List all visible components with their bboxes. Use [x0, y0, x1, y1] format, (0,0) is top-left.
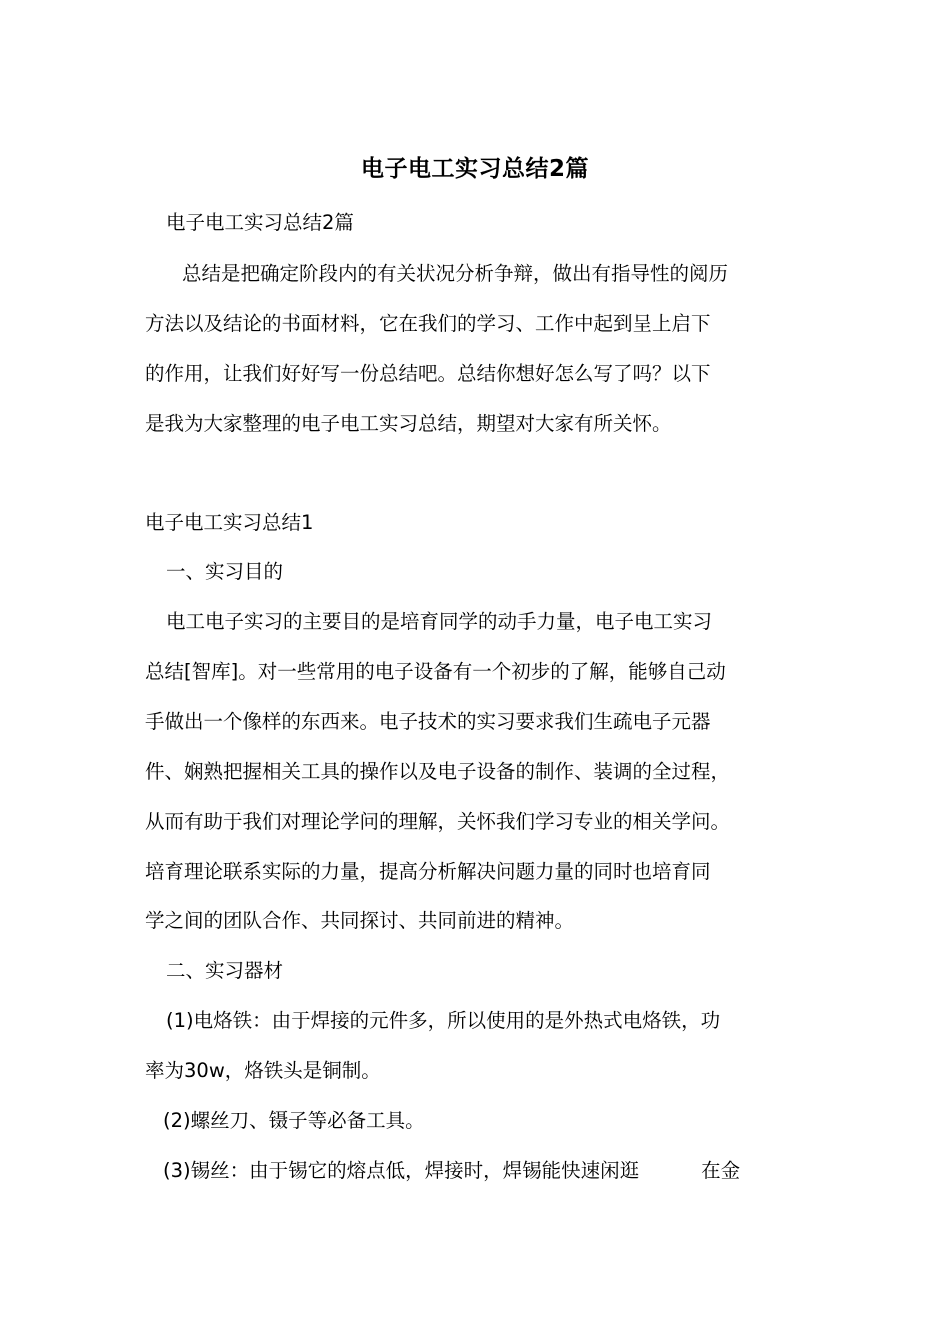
- section-title: 电子电工实习总结1: [145, 511, 314, 534]
- purpose-line-4: 件、娴熟把握相关工具的操作以及电子设备的制作、装调的全过程，: [145, 760, 731, 783]
- equipment-line-4: (3)锡丝：由于锡它的熔点低，焊接时，焊锡能快速闲逛 在金: [163, 1159, 741, 1182]
- purpose-line-6: 培育理论联系实际的力量，提高分析解决问题力量的同时也培育同: [145, 860, 711, 883]
- intro-line-2: 方法以及结论的书面材料，它在我们的学习、工作中起到呈上启下: [145, 312, 711, 335]
- equipment-line-1: (1)电烙铁：由于焊接的元件多，所以使用的是外热式电烙铁，功: [166, 1009, 721, 1032]
- equipment-line-3: (2)螺丝刀、镊子等必备工具。: [163, 1109, 425, 1132]
- intro-line-3: 的作用，让我们好好写一份总结吧。总结你想好怎么写了吗？以下: [145, 362, 711, 385]
- intro-line-4: 是我为大家整理的电子电工实习总结，期望对大家有所关怀。: [145, 412, 672, 435]
- equipment-line-2: 率为30w，烙铁头是铜制。: [145, 1059, 381, 1082]
- intro-line-1: 总结是把确定阶段内的有关状况分析争辩，做出有指导性的阅历: [182, 262, 729, 285]
- subtitle: 电子电工实习总结2篇: [166, 211, 354, 234]
- heading-purpose: 一、实习目的: [166, 560, 284, 583]
- purpose-line-2: 总结[智库]。对一些常用的电子设备有一个初步的了解，能够自己动: [145, 660, 726, 683]
- document-title: 电子电工实习总结2篇: [360, 156, 589, 182]
- purpose-line-1: 电工电子实习的主要目的是培育同学的动手力量，电子电工实习: [166, 610, 713, 633]
- purpose-line-3: 手做出一个像样的东西来。电子技术的实习要求我们生疏电子元器: [145, 710, 711, 733]
- purpose-line-7: 学之间的团队合作、共同探讨、共同前进的精神。: [145, 909, 575, 932]
- heading-equipment: 二、实习器材: [166, 959, 284, 982]
- purpose-line-5: 从而有助于我们对理论学问的理解，关怀我们学习专业的相关学问。: [145, 810, 731, 833]
